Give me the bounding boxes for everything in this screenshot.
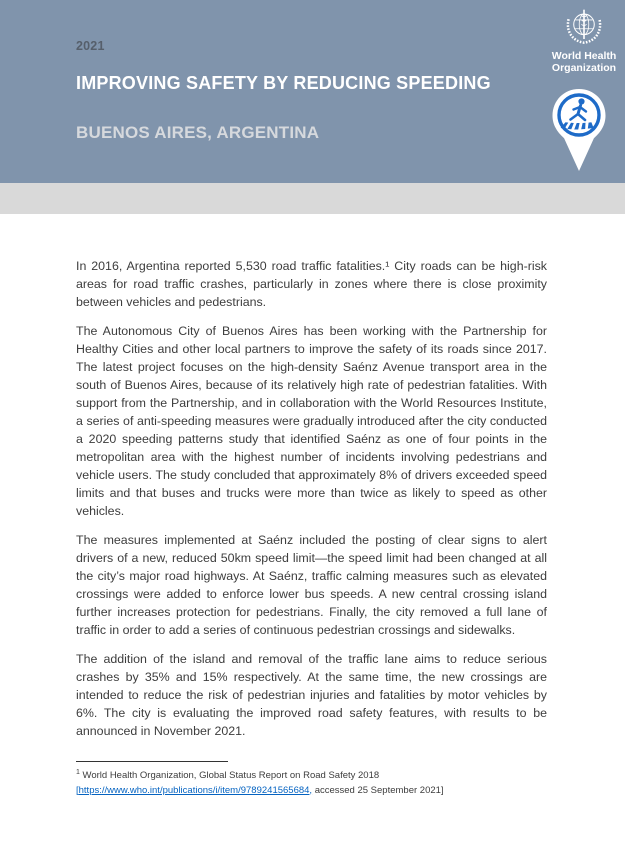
paragraph-4: The addition of the island and removal of the traffic lane aims to reduce serious crashes by 35% and 15% respectively. At the same time, the new crossings are intended to reduce the risk of pedestrian injuries and fatalities by motor vehicles by 6%. The city is evaluating the improved road safety features, with results to be announced in November 2021. [76, 652, 547, 738]
footnote-access-text: accessed 25 September 2021] [312, 784, 444, 796]
report-year: 2021 [76, 39, 105, 53]
footnote-source-line [76, 769, 547, 784]
who-name-line1: World Health [551, 50, 617, 62]
footnote-link-line [76, 784, 547, 799]
header-gray-strip [0, 183, 625, 214]
footnote-url-link[interactable]: [https://www.who.int/publications/i/item/9789241565684, [76, 784, 313, 796]
footnote [76, 761, 547, 798]
who-name-line2: Organization [551, 61, 617, 74]
who-emblem-icon [562, 6, 606, 50]
footnote-marker: 1 [76, 768, 80, 776]
who-logo [548, 6, 620, 74]
body-text [76, 257, 547, 751]
page-subtitle: BUENOS AIRES, ARGENTINA [76, 123, 320, 142]
paragraph-1: In 2016, Argentina reported 5,530 road traffic fatalities.¹ City roads can be high-risk areas for road traffic crashes, particularly in zones where there is close proximity between vehicles and pedestrians. [76, 259, 547, 309]
paragraph-3: The measures implemented at Saénz included the posting of clear signs to alert drivers of a new, reduced 50km speed limit—the speed limit had been changed at all the city’s major road highways. At Saénz, traffic calming measures such as elevated crossings were added to enforce lower bus speeds. A new central crossing island further increases protection for pedestrians. Finally, the city removed a full lane of traffic in order to add a series of continuous pedestrian crossings and sidewalks. [76, 533, 547, 637]
pedestrian-crossing-pin-icon [551, 88, 607, 173]
footnote-source-text: World Health Organization, Global Status Report on Road Safety 2018 [79, 770, 380, 781]
paragraph-2: The Autonomous City of Buenos Aires has been working with the Partnership for Healthy Cities and other local partners to improve the safety of its roads since 2017. The latest project focuses on the high-density Saénz Avenue transport area in the south of Buenos Aires, because of its relatively high rate of pedestrian fatalities. With support from the Partnership, and in collaboration with the World Resources Institute, a series of anti-speeding measures were gradually introduced after the city conducted a 2020 speeding patterns study that identified Saénz as one of four points in the metropolitan area with the highest number of incidents involving pedestrians and vehicle users. The study concluded that approximately 8% of drivers exceeded speed limits and that buses and trucks were more than twice as likely to speed as other vehicles. [76, 324, 547, 518]
who-name [548, 51, 620, 74]
footnote-separator [76, 761, 228, 762]
page-title: IMPROVING SAFETY BY REDUCING SPEEDING [76, 73, 491, 93]
